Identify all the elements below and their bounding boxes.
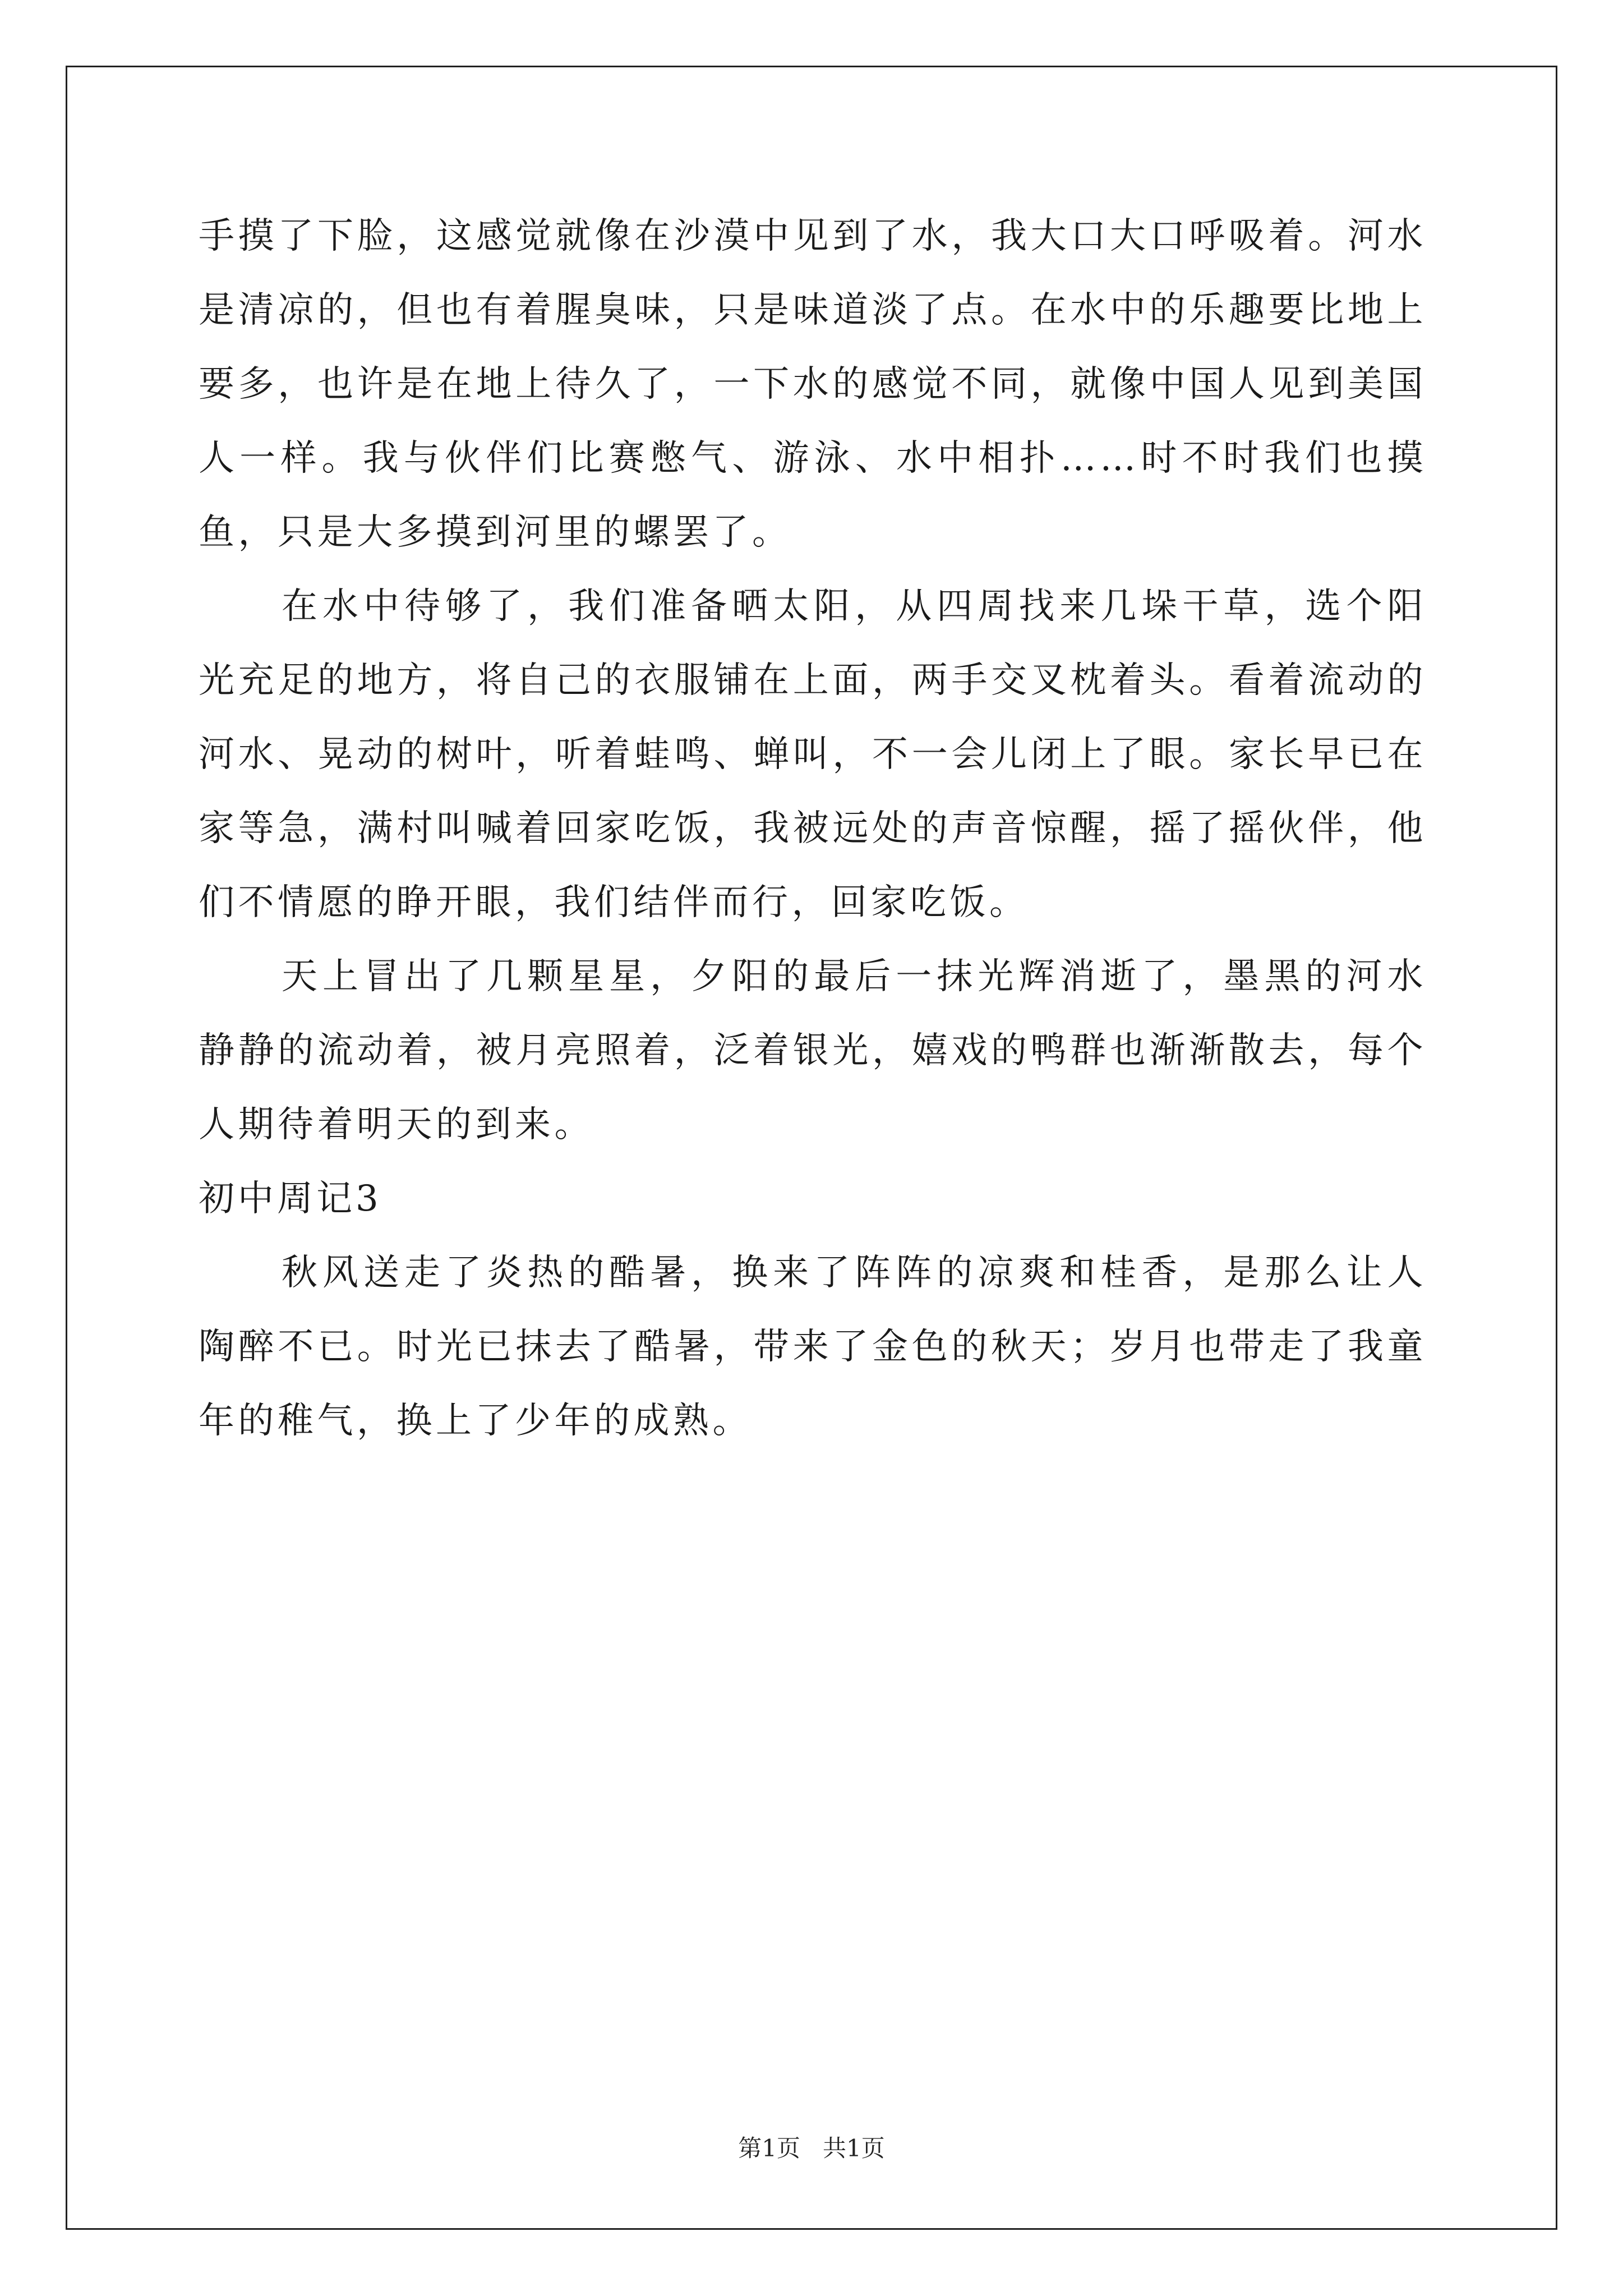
paragraph-3: 天上冒出了几颗星星，夕阳的最后一抹光辉消逝了，墨黑的河水静静的流动着，被月亮照着，泛着银光，嬉戏的鸭群也渐渐散去，每个人期待着明天的到来。	[199, 956, 1427, 1145]
paragraph-4: 秋风送走了炎热的酷暑，换来了阵阵的凉爽和桂香，是那么让人陶醉不已。时光已抹去了酷暑，带来了金色的秋天；岁月也带走了我童年的稚气，换上了少年的成熟。	[199, 1252, 1427, 1442]
section-heading: 初中周记3	[199, 1178, 382, 1220]
page-footer	[0, 2132, 1623, 2165]
page-number: 第1页	[738, 2134, 800, 2162]
document-body	[199, 199, 1427, 1458]
page-total: 共1页	[823, 2134, 885, 2162]
paragraph-1: 手摸了下脸，这感觉就像在沙漠中见到了水，我大口大口呼吸着。河水是清凉的，但也有着腥臭味，只是味道淡了点。在水中的乐趣要比地上要多，也许是在地上待久了，一下水的感觉不同，就像中国人见到美国人一样。我与伙伴们比赛憋气、游泳、水中相扑……时不时我们也摸鱼，只是大多摸到河里的螺罢了。	[199, 215, 1427, 553]
paragraph-2: 在水中待够了，我们准备晒太阳，从四周找来几垛干草，选个阳光充足的地方，将自己的衣服铺在上面，两手交叉枕着头。看着流动的河水、晃动的树叶，听着蛙鸣、蝉叫，不一会儿闭上了眼。家长早已在家等急，满村叫喊着回家吃饭，我被远处的声音惊醒，摇了摇伙伴，他们不情愿的睁开眼，我们结伴而行，回家吃饭。	[199, 586, 1427, 923]
